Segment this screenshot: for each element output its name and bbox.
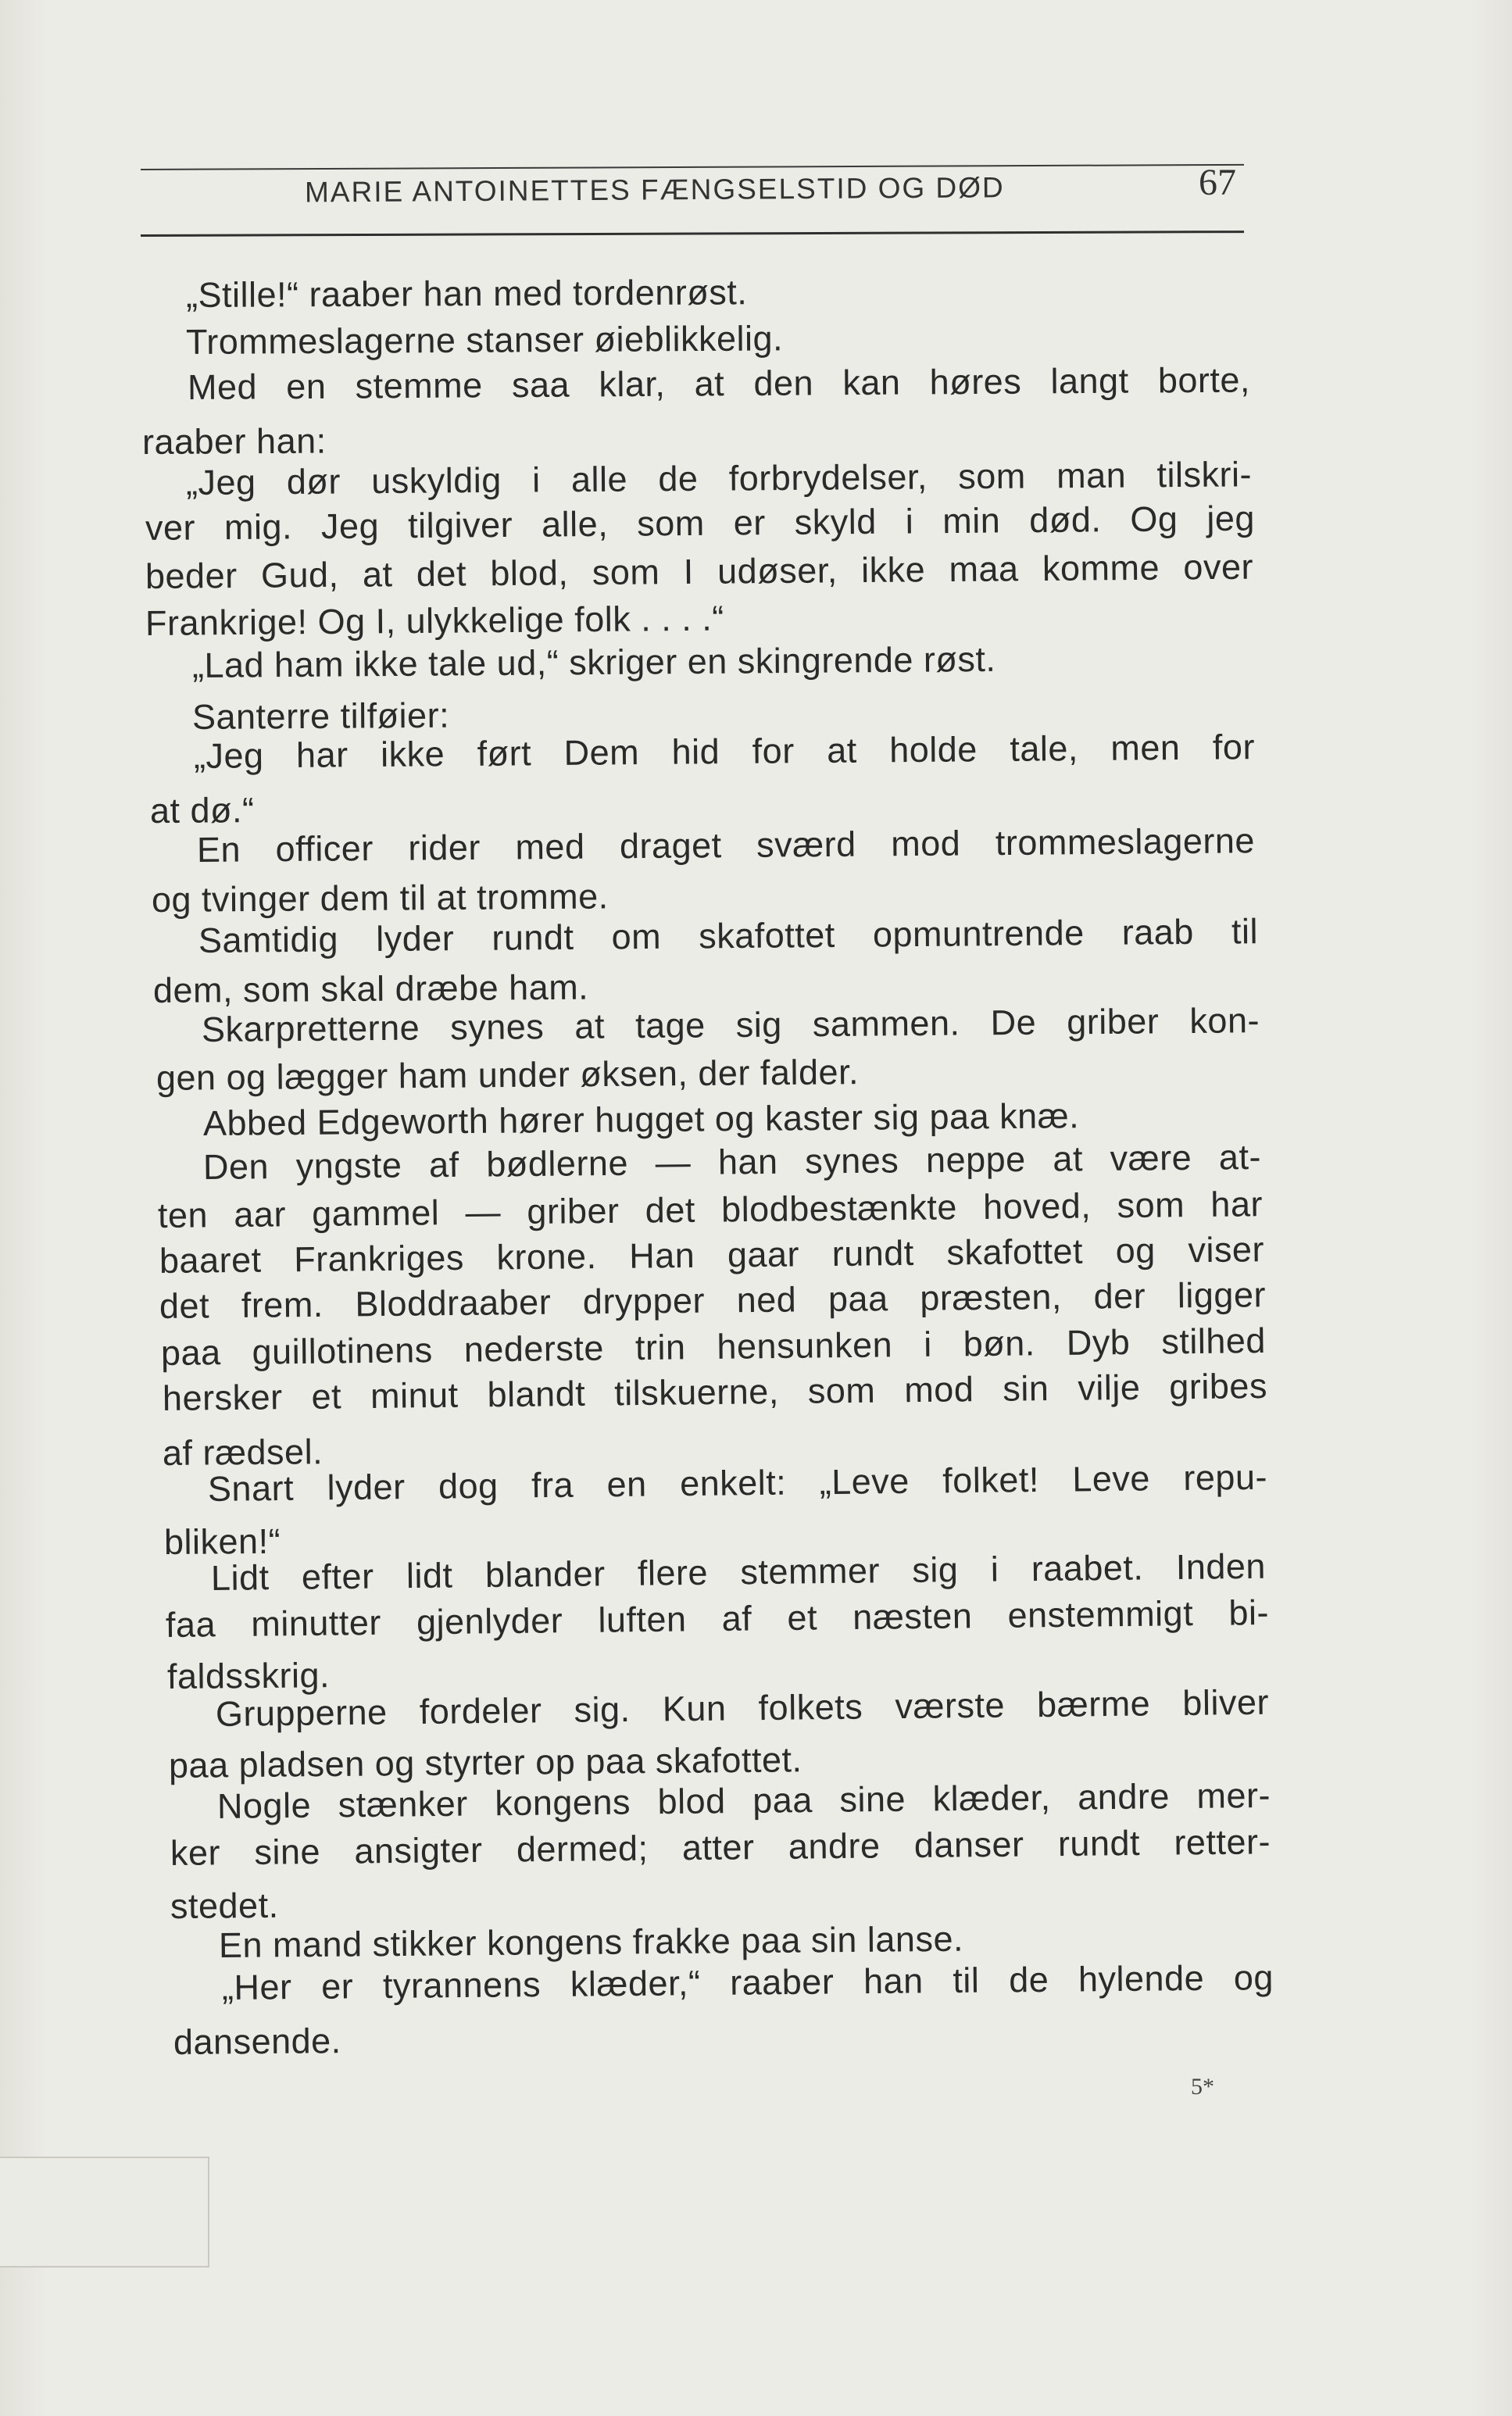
text-line: Lidt efter lidt blander flere stemmer sig i raabet. Inden <box>210 1546 1267 1598</box>
text-line: hersker et minut blandt tilskuerne, som mod sin vilje gribes <box>162 1365 1268 1418</box>
text-line: Santerre tilføier: <box>191 695 450 737</box>
text-line: ver mig. Jeg tilgiver alle, som er skyld i min død. Og jeg <box>145 498 1256 548</box>
text-line: raaber han: <box>141 420 327 462</box>
text-line: „Jeg har ikke ført Dem hid for at holde tale, men for <box>193 727 1256 776</box>
text-line: Grupperne fordeler sig. Kun folkets værste bærme bliver <box>215 1682 1270 1734</box>
text-line: Samtidig lyder rundt om skafottet opmuntrende raab til <box>198 911 1259 960</box>
text-line: at dø.“ <box>149 790 255 831</box>
text-line: bliken!“ <box>163 1521 281 1562</box>
text-line: faa minutter gjenlyder luften af et næsten enstemmigt bi- <box>165 1592 1270 1645</box>
text-line: En officer rider med draget sværd mod trommeslagerne <box>196 820 1256 870</box>
running-head: MARIE ANTOINETTES FÆNGSELSTID OG DØD <box>304 171 1005 209</box>
text-line: stedet. <box>170 1885 279 1926</box>
text-line: Frankrige! Og I, ulykkelige folk . . . .“ <box>145 598 724 643</box>
text-line: Med en stemme saa klar, at den kan høres langt borte, <box>187 359 1251 407</box>
text-line: ten aar gammel — griber det blodbestænkte hoved, som har <box>157 1184 1264 1235</box>
page-number: 67 <box>1199 162 1236 203</box>
text-line: det frem. Bloddraaber drypper ned paa præsten, der ligger <box>159 1274 1267 1326</box>
text-line: paa guillotinens nederste trin hensunken i bøn. Dyb stilhed <box>160 1320 1267 1373</box>
page-edge-tab <box>0 2157 209 2268</box>
text-line: gen og lægger ham under øksen, der falder. <box>155 1052 860 1098</box>
text-line: „Her er tyrannens klæder,“ raaber han til de hylende og <box>221 1957 1274 2007</box>
text-line: faldsskrig. <box>166 1655 331 1696</box>
text-line: af rædsel. <box>162 1431 323 1473</box>
header-rule-bottom <box>141 231 1244 237</box>
header-rule-top <box>141 164 1244 170</box>
text-line: Den yngste af bødlerne — han synes neppe at være at- <box>202 1137 1262 1187</box>
text-line: Skarpretterne synes at tage sig sammen. De griber kon- <box>201 1000 1260 1049</box>
signature-mark: 5* <box>1191 2074 1214 2100</box>
text-line: og tvinger dem til at tromme. <box>151 876 609 920</box>
text-line: „Lad ham ikke tale ud,“ skriger en skingrende røst. <box>191 638 996 685</box>
text-line: Trommeslagerne stanser øieblikkelig. <box>185 318 784 362</box>
text-line: Abbed Edgeworth hører hugget og kaster sig paa knæ. <box>202 1095 1080 1143</box>
text-line: beder Gud, at det blod, som I udøser, ikke maa komme over <box>145 546 1254 596</box>
text-line: „Jeg dør uskyldig i alle de forbrydelser, som man tilskri- <box>185 454 1253 502</box>
text-line: baaret Frankriges krone. Han gaar rundt skafottet og viser <box>159 1229 1265 1281</box>
text-line: „Stille!“ raaber han med tordenrøst. <box>185 272 748 315</box>
text-line: Nogle stænker kongens blod paa sine klæder, andre mer- <box>216 1774 1271 1826</box>
text-line: dansende. <box>173 2021 341 2062</box>
text-line: dem, som skal dræbe ham. <box>152 967 589 1010</box>
text-line: En mand stikker kongens frakke paa sin lanse. <box>218 1918 964 1965</box>
text-line: paa pladsen og styrter op paa skafottet. <box>168 1739 802 1785</box>
text-line: ker sine ansigter dermed; atter andre danser rundt retter- <box>170 1821 1271 1873</box>
text-line: Snart lyder dog fra en enkelt: „Leve folket! Leve repu- <box>207 1456 1268 1509</box>
